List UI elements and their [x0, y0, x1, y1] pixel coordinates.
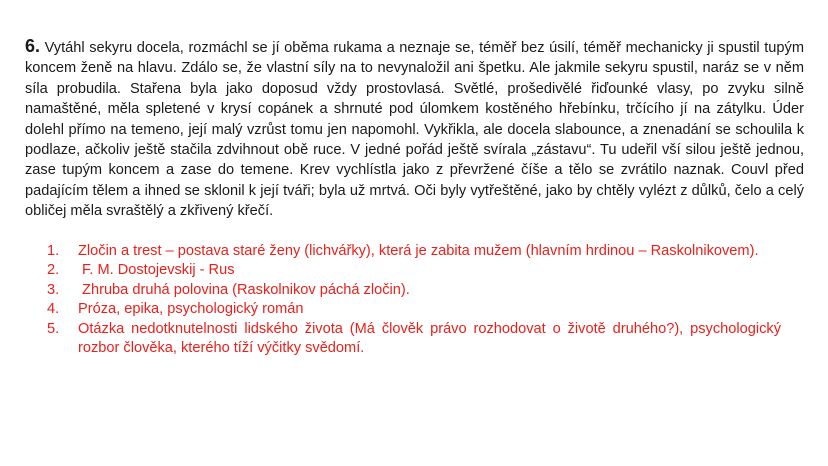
- answer-text: Zhruba druhá polovina (Raskolnikov páchá zločin).: [78, 281, 410, 298]
- answer-number: 2.: [47, 262, 60, 279]
- answer-text: Otázka nedotknutelnosti lidského života (Má člověk právo rozhodovat o životě druhého?), psychologický rozbor člověka, kterého tíží výčitky svědomí.: [78, 320, 781, 357]
- answer-number: 1.: [47, 243, 60, 259]
- answer-item-2: [47, 261, 781, 280]
- answer-number: 3.: [47, 281, 60, 298]
- answer-item-3: [47, 281, 781, 300]
- answer-text: Próza, epika, psychologický román: [78, 301, 304, 318]
- answer-number: 5.: [47, 320, 60, 337]
- answer-item-4: [47, 300, 781, 319]
- answer-text: F. M. Dostojevskij - Rus: [78, 262, 235, 279]
- answer-item-1: [47, 242, 781, 261]
- answer-item-5: [47, 320, 781, 359]
- answer-list: [47, 242, 781, 358]
- answer-text: Zločin a trest – postava staré ženy (lichvářky), která je zabita mužem (hlavním hrdinou – Raskolnikovem).: [78, 243, 759, 259]
- answer-number: 4.: [47, 301, 60, 318]
- excerpt-text: Vytáhl sekyru docela, rozmáchl se jí oběma rukama a neznaje se, téměř bez úsilí, téměř mechanicky ji spustil tupým koncem ženě na hlavu. Zdálo se, že vlastní síly na to nevynaložil ani špetku. Ale jakmile sekyru spustil, naráz se v něm síla probudila. Stařena byla jako doposud vždy prostovlasá. Světlé, prošedivělé řiďounké vlasy, po zvyku silně namaštěné, měla spletené v krysí copánek a shrnuté pod úlomkem kostěného hřebínku, trčícího jí na zátylku. Úder dolehl přímo na temeno, její malý vzrůst tomu jen napomohl. Vykřikla, ale docela slabounce, a znenadání se schoulila k podlaze, ačkoliv ještě stačila zdvihnout obě ruce. V jedné pořád ještě svírala „zástavu“. Tu udeřil vší silou ještě jednou, zase tupým koncem a zase do temene. Krev vychlístla jako z převržené číše a tělo se zvrátilo naznak. Couvl před padajícím tělem a ihned se sklonil k její tváři; byla už mrtvá. Oči byly vytřeštěné, jako by chtěly vylézt z důlků, čelo a celý obličej měla svraštělý a zkřivený křečí.: [25, 40, 804, 220]
- task-number: 6.: [25, 36, 41, 56]
- excerpt-paragraph: [25, 36, 804, 222]
